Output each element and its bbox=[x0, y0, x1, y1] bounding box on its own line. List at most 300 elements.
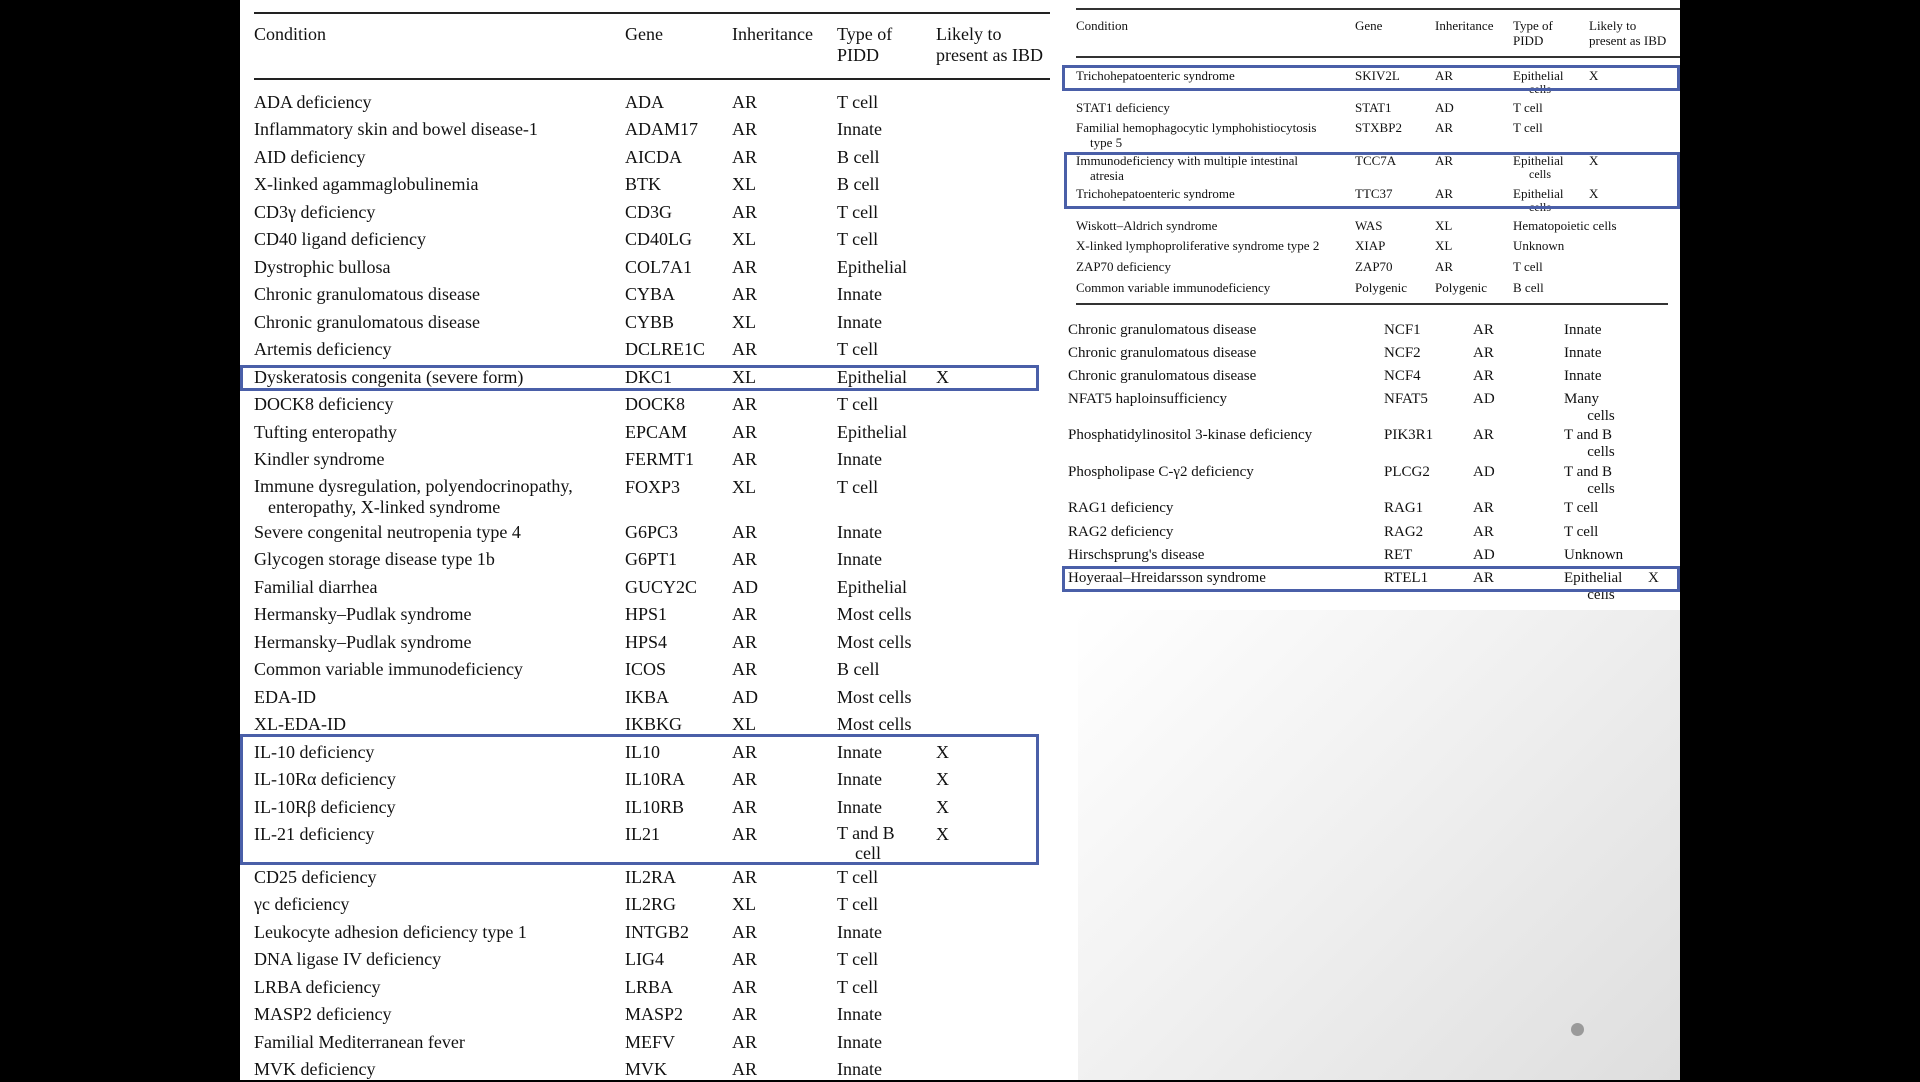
right-table-mid-rule bbox=[1076, 303, 1668, 305]
table-row bbox=[240, 393, 1050, 417]
cell-gene: NCF1 bbox=[1384, 322, 1421, 338]
type-text: T cell bbox=[837, 202, 879, 222]
type-text: B cell bbox=[837, 147, 880, 167]
cell-gene: RET bbox=[1384, 547, 1413, 563]
condition-text: Wiskott–Aldrich syndrome bbox=[1076, 218, 1218, 233]
cell-condition bbox=[254, 631, 471, 653]
cell-inheritance: XL bbox=[732, 714, 756, 734]
type-text: Innate bbox=[837, 119, 882, 139]
type-text-cont: cell bbox=[855, 843, 881, 863]
cell-condition bbox=[1076, 218, 1217, 233]
cell-gene: BTK bbox=[625, 174, 661, 194]
cell-condition: RAG1 deficiency bbox=[1068, 500, 1174, 516]
header-type-pidd: Type of PIDD bbox=[837, 24, 893, 65]
condition-text: DOCK8 deficiency bbox=[254, 394, 394, 414]
cell-inheritance: AR bbox=[1435, 120, 1454, 135]
cell-inheritance: AR bbox=[732, 824, 758, 844]
type-text-cont: cells bbox=[1529, 82, 1551, 96]
table-row bbox=[240, 173, 1050, 197]
cell-type-pidd bbox=[1564, 524, 1598, 541]
cell-condition bbox=[1076, 120, 1316, 150]
condition-text: IL-10 deficiency bbox=[254, 742, 375, 762]
cell-inheritance: AD bbox=[732, 577, 758, 597]
cell-type-pidd bbox=[1513, 280, 1544, 295]
type-text: B cell bbox=[837, 174, 880, 194]
cell-condition: Chronic granulomatous disease bbox=[1068, 345, 1257, 361]
cell-type-pidd bbox=[837, 921, 882, 943]
cell-type-pidd bbox=[837, 201, 878, 223]
type-text-cont: cells bbox=[1587, 408, 1615, 424]
cell-inheritance: XL bbox=[732, 312, 756, 332]
cell-condition bbox=[254, 1058, 375, 1080]
type-text: Innate bbox=[837, 522, 882, 542]
cell-gene: CYBB bbox=[625, 312, 675, 332]
cell-inheritance: AR bbox=[732, 632, 758, 652]
cell-gene: PLCG2 bbox=[1384, 464, 1430, 480]
cell-gene: STXBP2 bbox=[1355, 120, 1402, 135]
condition-text: CD25 deficiency bbox=[254, 867, 377, 887]
cell-condition bbox=[254, 548, 495, 570]
cell-condition bbox=[254, 201, 375, 223]
condition-text-cont: enteropathy, X-linked syndrome bbox=[268, 497, 501, 517]
cell-inheritance: AR bbox=[732, 92, 758, 112]
cell-type-pidd bbox=[837, 393, 878, 415]
cell-inheritance: AR bbox=[732, 394, 758, 414]
condition-text: AID deficiency bbox=[254, 147, 366, 167]
highlight-box-il10-il21 bbox=[240, 734, 1039, 865]
cell-inheritance: AR bbox=[732, 949, 758, 969]
condition-text: Immunodeficiency with multiple intestinal bbox=[1076, 153, 1299, 168]
type-text: Innate bbox=[837, 284, 882, 304]
cell-inheritance: XL bbox=[732, 229, 756, 249]
condition-text: X-linked lymphoproliferative syndrome type 2 bbox=[1076, 238, 1320, 253]
cell-inheritance: XL bbox=[732, 894, 756, 914]
condition-text: Trichohepatoenteric syndrome bbox=[1076, 68, 1235, 83]
right-header-inheritance: Inheritance bbox=[1435, 18, 1494, 33]
type-text: Innate bbox=[837, 549, 882, 569]
table-row bbox=[240, 948, 1050, 972]
condition-text: Hermansky–Pudlak syndrome bbox=[254, 632, 472, 652]
type-text-cont: cells bbox=[1587, 587, 1615, 603]
right-header-gene: Gene bbox=[1355, 18, 1383, 33]
cell-condition bbox=[254, 311, 480, 333]
cell-gene: FOXP3 bbox=[625, 477, 681, 497]
cell-likely-ibd: X bbox=[936, 742, 949, 762]
cell-inheritance: AR bbox=[1435, 153, 1454, 168]
cell-gene: COL7A1 bbox=[625, 257, 692, 277]
cell-likely-ibd: X bbox=[1648, 570, 1659, 586]
type-text: Most cells bbox=[837, 687, 912, 707]
cell-type-pidd bbox=[1564, 391, 1630, 425]
cell-condition bbox=[254, 118, 538, 140]
condition-text: EDA-ID bbox=[254, 687, 316, 707]
slide-background-gradient bbox=[1078, 610, 1680, 1080]
type-text: T and B bbox=[837, 823, 895, 843]
cell-gene: NCF4 bbox=[1384, 368, 1421, 384]
cell-gene: DCLRE1C bbox=[625, 339, 706, 359]
cell-condition bbox=[254, 603, 471, 625]
cell-condition bbox=[254, 256, 391, 278]
cell-type-pidd bbox=[1564, 427, 1630, 461]
cell-gene: G6PC3 bbox=[625, 522, 679, 542]
table-row bbox=[240, 338, 1050, 362]
type-text: Epithelial bbox=[1513, 186, 1564, 201]
cell-inheritance: Polygenic bbox=[1435, 280, 1487, 295]
highlight-box-dkc1 bbox=[240, 365, 1039, 391]
condition-text: Glycogen storage disease type 1b bbox=[254, 549, 495, 569]
cell-condition bbox=[254, 393, 393, 415]
type-text: B cell bbox=[837, 659, 880, 679]
cell-condition bbox=[254, 476, 573, 518]
cell-gene: ICOS bbox=[625, 659, 667, 679]
type-text: T cell bbox=[837, 394, 879, 414]
cell-inheritance: AR bbox=[732, 202, 758, 222]
cell-condition: Phosphatidylinositol 3-kinase deficiency bbox=[1068, 427, 1313, 443]
header-condition: Condition bbox=[254, 24, 327, 44]
table-row bbox=[240, 1031, 1050, 1055]
cell-type-pidd bbox=[1513, 100, 1543, 115]
table-row bbox=[240, 283, 1050, 307]
cell-type-pidd bbox=[1513, 218, 1617, 233]
cell-condition bbox=[1076, 280, 1270, 295]
cell-type-pidd bbox=[837, 548, 882, 570]
type-text: B cell bbox=[1513, 280, 1544, 295]
cell-condition bbox=[254, 948, 441, 970]
type-text: Epithelial bbox=[1513, 68, 1564, 83]
header-inheritance: Inheritance bbox=[732, 24, 813, 44]
cell-type-pidd bbox=[1564, 368, 1601, 385]
cell-type-pidd bbox=[837, 173, 880, 195]
table-row bbox=[240, 521, 1050, 545]
cell-inheritance: AR bbox=[732, 147, 758, 167]
cell-inheritance: AD bbox=[1473, 391, 1495, 407]
cell-gene: LRBA bbox=[625, 977, 674, 997]
cell-inheritance: XL bbox=[732, 477, 756, 497]
type-text: Innate bbox=[837, 1032, 882, 1052]
condition-text: XL-EDA-ID bbox=[254, 714, 346, 734]
condition-text: Kindler syndrome bbox=[254, 449, 385, 469]
table-row bbox=[240, 146, 1050, 170]
condition-text: X-linked agammaglobulinemia bbox=[254, 174, 479, 194]
type-text: Most cells bbox=[837, 714, 912, 734]
cell-condition bbox=[254, 448, 384, 470]
type-text: T cell bbox=[837, 977, 879, 997]
table-row bbox=[240, 576, 1050, 600]
type-text: Epithelial bbox=[1564, 570, 1623, 586]
condition-text: Artemis deficiency bbox=[254, 339, 392, 359]
type-text: T cell bbox=[837, 894, 879, 914]
left-table bbox=[240, 0, 1050, 1080]
cell-condition bbox=[254, 658, 523, 680]
cell-gene: FERMT1 bbox=[625, 449, 695, 469]
cell-condition bbox=[254, 576, 377, 598]
cell-gene: IKBKG bbox=[625, 714, 682, 734]
table-row bbox=[240, 866, 1050, 890]
condition-text: Tufting enteropathy bbox=[254, 422, 397, 442]
condition-text: Dystrophic bullosa bbox=[254, 257, 391, 277]
cell-gene: PIK3R1 bbox=[1384, 427, 1434, 443]
type-text: Unknown bbox=[1564, 547, 1624, 563]
cell-inheritance: AR bbox=[732, 522, 758, 542]
cell-gene: MVK bbox=[625, 1059, 668, 1079]
table-row bbox=[240, 1058, 1050, 1082]
cell-type-pidd bbox=[837, 118, 882, 140]
cell-type-pidd bbox=[837, 866, 878, 888]
condition-text: Familial diarrhea bbox=[254, 577, 378, 597]
type-text: T and B bbox=[1564, 427, 1613, 443]
cell-condition bbox=[254, 173, 478, 195]
header-gene: Gene bbox=[625, 24, 663, 44]
cell-condition: Hoyeraal–Hreidarsson syndrome bbox=[1068, 570, 1266, 586]
right-header-type-pidd: Type of PIDD bbox=[1513, 18, 1553, 48]
cell-inheritance: AD bbox=[1473, 464, 1495, 480]
cell-gene: CYBA bbox=[625, 284, 676, 304]
cell-condition: NFAT5 haploinsufficiency bbox=[1068, 391, 1228, 407]
cell-condition bbox=[254, 976, 380, 998]
type-text: T cell bbox=[1564, 500, 1599, 516]
condition-text: Chronic granulomatous disease bbox=[254, 284, 480, 304]
cell-type-pidd bbox=[837, 686, 912, 708]
cell-likely-ibd: X bbox=[1589, 153, 1599, 168]
cell-type-pidd bbox=[837, 283, 882, 305]
cell-gene: DOCK8 bbox=[625, 394, 686, 414]
table-row bbox=[240, 448, 1050, 472]
cell-condition: RAG2 deficiency bbox=[1068, 524, 1174, 540]
cell-inheritance: AR bbox=[1473, 345, 1494, 361]
cell-likely-ibd: X bbox=[1589, 186, 1599, 201]
cell-type-pidd bbox=[837, 338, 878, 360]
type-text: Innate bbox=[1564, 322, 1602, 338]
condition-text: IL-21 deficiency bbox=[254, 824, 375, 844]
cell-condition bbox=[254, 1003, 391, 1025]
type-text: Innate bbox=[1564, 345, 1602, 361]
cell-gene: IKBA bbox=[625, 687, 669, 707]
cell-type-pidd bbox=[837, 256, 907, 278]
cell-likely-ibd: X bbox=[936, 769, 949, 789]
cell-gene: TTC37 bbox=[1355, 186, 1393, 201]
condition-text: Common variable immunodeficiency bbox=[254, 659, 523, 679]
cell-inheritance: AR bbox=[732, 1004, 758, 1024]
type-text-cont: cells bbox=[1587, 444, 1615, 460]
table-row bbox=[240, 256, 1050, 280]
type-text: T cell bbox=[1564, 524, 1599, 540]
cell-type-pidd bbox=[837, 1058, 882, 1080]
cell-inheritance: AR bbox=[1435, 68, 1454, 83]
cell-gene: IL10RB bbox=[625, 797, 685, 817]
cell-likely-ibd: X bbox=[936, 797, 949, 817]
type-text: Epithelial bbox=[1513, 153, 1564, 168]
type-text: T cell bbox=[837, 949, 879, 969]
table-top-rule bbox=[254, 12, 1050, 14]
cell-gene: AICDA bbox=[625, 147, 682, 167]
table-row bbox=[240, 1003, 1050, 1027]
condition-text: γc deficiency bbox=[254, 894, 350, 914]
cell-gene: ADA bbox=[625, 92, 664, 112]
cell-gene: ZAP70 bbox=[1355, 259, 1393, 274]
cell-gene: WAS bbox=[1355, 218, 1383, 233]
condition-text-cont: type 5 bbox=[1090, 135, 1123, 150]
cell-inheritance: AR bbox=[732, 339, 758, 359]
header-likely-ibd: Likely to present as IBD bbox=[936, 24, 1043, 65]
cell-gene: Polygenic bbox=[1355, 280, 1407, 295]
cell-gene: RAG2 bbox=[1384, 524, 1424, 540]
type-text-cont: cells bbox=[1529, 167, 1551, 181]
cell-type-pidd bbox=[1564, 322, 1601, 339]
condition-text: Familial hemophagocytic lymphohistiocytosis bbox=[1076, 120, 1317, 135]
type-text: Most cells bbox=[837, 632, 912, 652]
cell-inheritance: AR bbox=[732, 867, 758, 887]
cell-gene: IL2RA bbox=[625, 867, 676, 887]
cell-gene: SKIV2L bbox=[1355, 68, 1400, 83]
type-text: Epithelial bbox=[837, 422, 907, 442]
cell-condition: Chronic granulomatous disease bbox=[1068, 322, 1257, 338]
cell-gene: G6PT1 bbox=[625, 549, 678, 569]
cell-likely-ibd: X bbox=[936, 824, 949, 844]
type-text: T cell bbox=[837, 229, 879, 249]
cell-inheritance: AR bbox=[1473, 322, 1494, 338]
cell-inheritance: AR bbox=[732, 449, 758, 469]
cell-condition bbox=[254, 283, 480, 305]
right-table-top-rule bbox=[1076, 8, 1680, 10]
cell-gene: IL21 bbox=[625, 824, 660, 844]
type-text: Innate bbox=[837, 797, 882, 817]
condition-text: Dyskeratosis congenita (severe form) bbox=[254, 367, 524, 387]
cell-gene: NFAT5 bbox=[1384, 391, 1428, 407]
cell-gene: INTGB2 bbox=[625, 922, 689, 942]
condition-text: Familial Mediterranean fever bbox=[254, 1032, 465, 1052]
cell-gene: MASP2 bbox=[625, 1004, 684, 1024]
right-header-condition: Condition bbox=[1076, 18, 1129, 33]
cell-gene: IL10RA bbox=[625, 769, 685, 789]
cell-gene: ADAM17 bbox=[625, 119, 699, 139]
type-text: Epithelial bbox=[837, 257, 907, 277]
condition-text: ADA deficiency bbox=[254, 92, 372, 112]
cell-condition bbox=[1076, 259, 1171, 274]
type-text: Epithelial bbox=[837, 577, 907, 597]
cell-gene: HPS4 bbox=[625, 632, 668, 652]
cell-condition bbox=[254, 228, 426, 250]
condition-text: MASP2 deficiency bbox=[254, 1004, 392, 1024]
cell-type-pidd bbox=[1513, 238, 1564, 253]
cell-type-pidd bbox=[837, 1031, 882, 1053]
cell-gene: CD40LG bbox=[625, 229, 692, 249]
cell-type-pidd bbox=[837, 658, 880, 680]
cell-type-pidd bbox=[837, 421, 907, 443]
cell-inheritance: AR bbox=[732, 604, 758, 624]
cell-condition bbox=[254, 338, 391, 360]
condition-text: ZAP70 deficiency bbox=[1076, 259, 1171, 274]
condition-text: CD3γ deficiency bbox=[254, 202, 376, 222]
cell-gene: GUCY2C bbox=[625, 577, 698, 597]
cell-gene: RTEL1 bbox=[1384, 570, 1429, 586]
cell-inheritance: AR bbox=[732, 769, 758, 789]
cell-gene: STAT1 bbox=[1355, 100, 1392, 115]
cell-inheritance: AR bbox=[732, 119, 758, 139]
type-text: Innate bbox=[837, 312, 882, 332]
cell-condition: Hirschsprung's disease bbox=[1068, 547, 1205, 563]
cell-inheritance: AR bbox=[732, 284, 758, 304]
cell-inheritance: AR bbox=[1473, 427, 1494, 443]
type-text: Innate bbox=[837, 1004, 882, 1024]
condition-text: Common variable immunodeficiency bbox=[1076, 280, 1271, 295]
table-row bbox=[240, 228, 1050, 252]
cell-condition: Chronic granulomatous disease bbox=[1068, 368, 1257, 384]
cell-inheritance: XL bbox=[1435, 218, 1453, 233]
cell-inheritance: AR bbox=[1473, 500, 1494, 516]
cell-inheritance: AD bbox=[1473, 547, 1495, 563]
cell-inheritance: AR bbox=[732, 797, 758, 817]
table-row bbox=[240, 91, 1050, 115]
cell-inheritance: XL bbox=[732, 174, 756, 194]
cell-type-pidd bbox=[1564, 464, 1630, 498]
cell-gene: EPCAM bbox=[625, 422, 688, 442]
cell-condition bbox=[254, 921, 527, 943]
table-row bbox=[240, 603, 1050, 627]
highlight-box-tcc7a-ttc37 bbox=[1064, 152, 1680, 209]
cell-type-pidd bbox=[837, 713, 912, 735]
cell-type-pidd bbox=[837, 91, 878, 113]
cell-gene: IL2RG bbox=[625, 894, 676, 914]
cell-type-pidd bbox=[837, 448, 882, 470]
table-row bbox=[240, 631, 1050, 655]
table-row bbox=[240, 893, 1050, 917]
condition-text: Leukocyte adhesion deficiency type 1 bbox=[254, 922, 527, 942]
type-text-cont: cells bbox=[1529, 200, 1551, 214]
type-text: Epithelial bbox=[837, 367, 907, 387]
type-text: T cell bbox=[1513, 120, 1543, 135]
cell-inheritance: AD bbox=[732, 687, 758, 707]
type-text: T cell bbox=[1513, 259, 1543, 274]
cell-condition bbox=[254, 866, 376, 888]
condition-text: Hermansky–Pudlak syndrome bbox=[254, 604, 472, 624]
condition-text: MVK deficiency bbox=[254, 1059, 376, 1079]
condition-text: Chronic granulomatous disease bbox=[254, 312, 480, 332]
cell-inheritance: AR bbox=[732, 922, 758, 942]
table-row bbox=[240, 686, 1050, 710]
cell-condition bbox=[254, 713, 346, 735]
cell-inheritance: AR bbox=[732, 422, 758, 442]
type-text: T and B bbox=[1564, 464, 1613, 480]
type-text: T cell bbox=[837, 477, 879, 497]
table-row bbox=[240, 921, 1050, 945]
condition-text: IL-10Rα deficiency bbox=[254, 769, 396, 789]
table-row bbox=[240, 658, 1050, 682]
type-text: Innate bbox=[837, 449, 882, 469]
highlight-box-rtel1 bbox=[1062, 566, 1680, 592]
cell-type-pidd bbox=[837, 603, 912, 625]
right-header-likely-ibd: Likely to present as IBD bbox=[1589, 18, 1667, 48]
cell-type-pidd bbox=[837, 146, 880, 168]
cell-type-pidd bbox=[837, 631, 912, 653]
cell-condition bbox=[254, 893, 349, 915]
table-header-rule bbox=[254, 78, 1050, 80]
cell-inheritance: AR bbox=[732, 742, 758, 762]
type-text: T cell bbox=[837, 867, 879, 887]
cell-condition bbox=[1076, 238, 1319, 253]
cell-likely-ibd: X bbox=[1589, 68, 1599, 83]
cell-gene: NCF2 bbox=[1384, 345, 1421, 361]
cell-type-pidd bbox=[1513, 259, 1543, 274]
table-row bbox=[240, 548, 1050, 572]
type-text: Innate bbox=[1564, 368, 1602, 384]
cell-type-pidd bbox=[837, 311, 882, 333]
type-text: T cell bbox=[837, 92, 879, 112]
cell-gene: IL10 bbox=[625, 742, 660, 762]
condition-text: STAT1 deficiency bbox=[1076, 100, 1170, 115]
condition-text: Inflammatory skin and bowel disease-1 bbox=[254, 119, 538, 139]
type-text: T cell bbox=[1513, 100, 1543, 115]
cell-type-pidd bbox=[837, 521, 882, 543]
